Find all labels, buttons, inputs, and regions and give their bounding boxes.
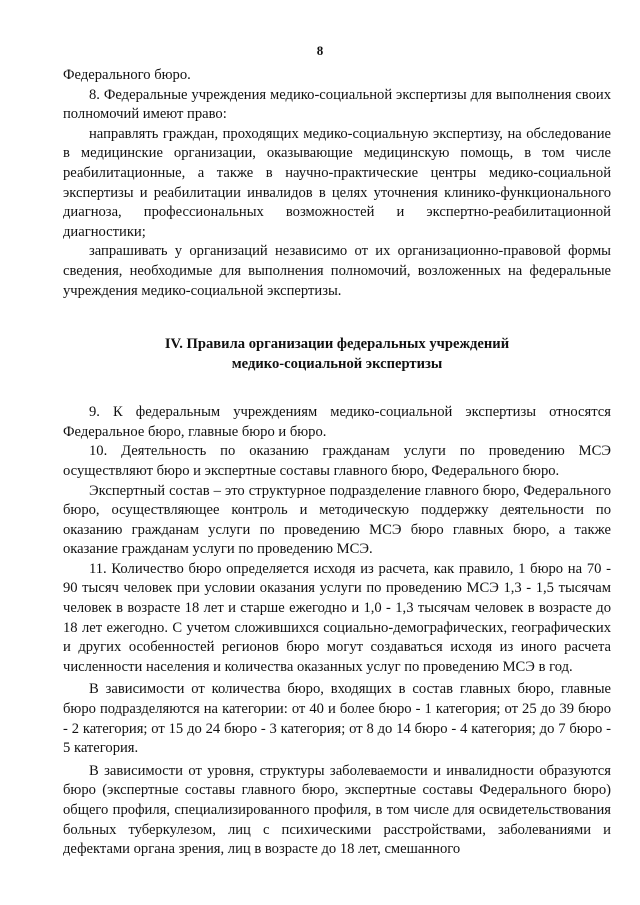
paragraph-continuation: Федерального бюро. xyxy=(63,67,191,83)
paragraph-bureau-categories: В зависимости от количества бюро, входящих в состав главных бюро, главные бюро подразделяются на категории: от 40 и более бюро - 1 категория; от 25 до 39 бюро - 2 категория; от 15 до 24 бюро - 3 категория; от 8 до 14 бюро - 4 категория; до 7 бюро - 5 категория. xyxy=(63,681,611,757)
paragraph-item-8: 8. Федеральные учреждения медико-социальной экспертизы для выполнения своих полномочий имеют право: xyxy=(63,86,611,123)
paragraph-item-9: 9. К федеральным учреждениям медико-социальной экспертизы относятся Федеральное бюро, главные бюро и бюро. xyxy=(63,404,611,440)
document-body xyxy=(63,66,611,860)
section-heading-line-2: медико-социальной экспертизы xyxy=(231,356,443,373)
paragraph-item-11: 11. Количество бюро определяется исходя из расчета, как правило, 1 бюро на 70 - 90 тысяч человек при условии оказания услуги по проведению МСЭ 1,3 - 1,5 тысячам человек в возрасте 18 лет и старше ежегодно и 1,0 - 1,3 тысячам человек в возрасте до 18 лет ежегодно. С учетом сложившихся социально-демографических, географических и других особенностей регионов бюро могут создаваться исходя из иного расчета численности населения и количества оказанных услуг по проведению МСЭ в год. xyxy=(63,560,611,675)
section-heading xyxy=(63,334,611,374)
paragraph-item-10: 10. Деятельность по оказанию гражданам услуги по проведению МСЭ осуществляют бюро и экспертные составы главного бюро, Федерального бюро. xyxy=(63,443,611,479)
section-heading-line-1: IV. Правила организации федеральных учреждений xyxy=(164,336,510,353)
paragraph-expert-composition: Экспертный состав – это структурное подразделение главного бюро, Федерального бюро, осуществляющее контроль и методическую поддержку деятельности по оказанию гражданам услуги по проведению МСЭ бюро главных бюро, а также оказание гражданам услуги по проведению МСЭ. xyxy=(63,482,611,558)
paragraph-right-refer: направлять граждан, проходящих медико-социальную экспертизу, на обследование в медицинские организации, оказывающие медицинскую помощь, в том числе реабилитационные, а также в научно-практические центры медико-социальной экспертизы и реабилитации инвалидов в целях уточнения клинико-функционального диагноза, профессиональных возможностей и экспертно-реабилитационной диагностики; xyxy=(63,125,611,240)
paragraph-bureau-profiles: В зависимости от уровня, структуры заболеваемости и инвалидности образуются бюро (экспертные составы главного бюро, экспертные составы Федерального бюро) общего профиля, специализированного профиля, в том числе для освидетельствования больных туберкулезом, лиц с психическими расстройствами, заболеваниями и дефектами органа зрения, лиц в возрасте до 18 лет, смешанного xyxy=(63,762,611,858)
paragraph-right-request: запрашивать у организаций независимо от их организационно-правовой формы сведения, необходимые для выполнения полномочий, возложенных на федеральные учреждения медико-социальной экспертизы. xyxy=(63,243,611,299)
page-number: 8 xyxy=(316,43,324,58)
